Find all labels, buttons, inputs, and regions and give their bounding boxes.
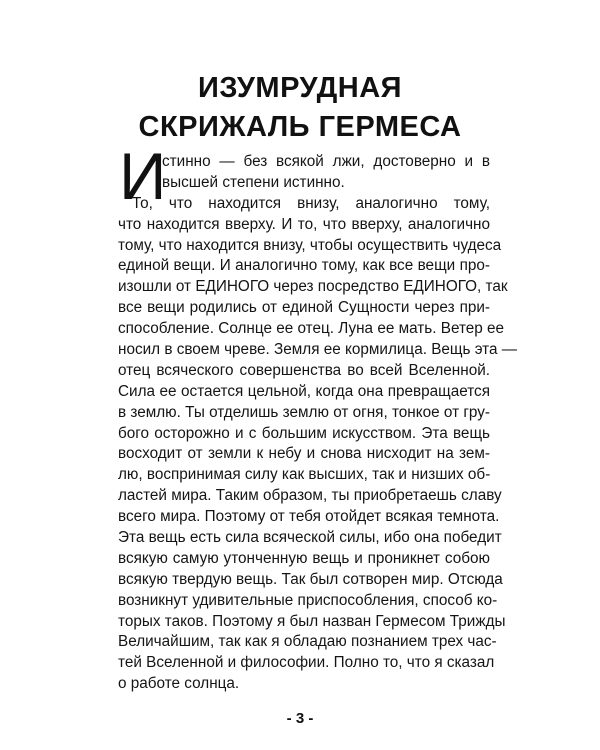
text-line: что находится вверху. И то, что вверху, аналогично — [118, 215, 490, 233]
text-line: Величайшим, так как я обладаю познанием трех час- — [118, 633, 497, 651]
text-line: отец всяческого совершенства во всей Вселенной. — [118, 361, 490, 379]
text-line: все вещи родились от единой Сущности через при- — [118, 299, 490, 317]
text-line: восходит от земли к небу и снова нисходит на зем- — [118, 445, 490, 463]
text-line: единой вещи. И аналогично тому, как все вещи про- — [118, 257, 490, 275]
text-line: тей Вселенной и философии. Полно то, что я сказал — [118, 654, 495, 672]
text-line: всякую твердую вещь. Так был сотворен мир. Отсюда — [118, 570, 503, 588]
text-line: способление. Солнце ее отец. Луна ее мать. Ветер ее — [118, 320, 505, 338]
text-line: стинно — без всякой лжи, достоверно и в — [162, 153, 490, 170]
text-line: Сила ее остается цельной, когда она превращается — [118, 382, 490, 400]
text-line: То, что находится внизу, аналогично тому, — [132, 194, 490, 212]
page-title-line-1: ИЗУМРУДНАЯ — [197, 72, 403, 104]
text-line: всего мира. Поэтому от тебя отойдет всякая темнота. — [118, 508, 500, 526]
text-line: в землю. Ты отделишь землю от огня, тонкое от гру- — [118, 403, 490, 421]
text-line: высшей степени истинно. — [162, 173, 345, 191]
text-line: тому, что находится внизу, чтобы осуществить чудеса — [118, 236, 502, 254]
text-line: торых таков. Поэтому я был назван Гермесом Трижды — [118, 612, 506, 630]
text-line: всякую самую утонченную вещь и проникнет собою — [118, 549, 490, 567]
page-title-line-2: СКРИЖАЛЬ ГЕРМЕСА — [138, 111, 462, 143]
text-line: лю, воспринимая силу как высших, так и низших об- — [118, 466, 491, 484]
text-line: носил в своем чреве. Земля ее кормилица. Вещь эта — — [118, 341, 518, 359]
page-number: - 3 - — [286, 710, 314, 727]
text-line: изошли от ЕДИНОГО через посредство ЕДИНОГО, так — [118, 278, 508, 296]
text-line: возникнут удивительные приспособления, способ ко- — [118, 591, 498, 609]
text-line: о работе солнца. — [118, 675, 240, 693]
body-text — [118, 152, 518, 695]
text-line: ластей мира. Таким образом, ты приобретаешь славу — [118, 487, 502, 505]
text-line: бого осторожно и с большим искусством. Эта вещь — [118, 424, 490, 442]
text-line: Эта вещь есть сила всяческой силы, ибо она победит — [118, 529, 502, 547]
drop-cap-letter: И — [119, 139, 167, 213]
